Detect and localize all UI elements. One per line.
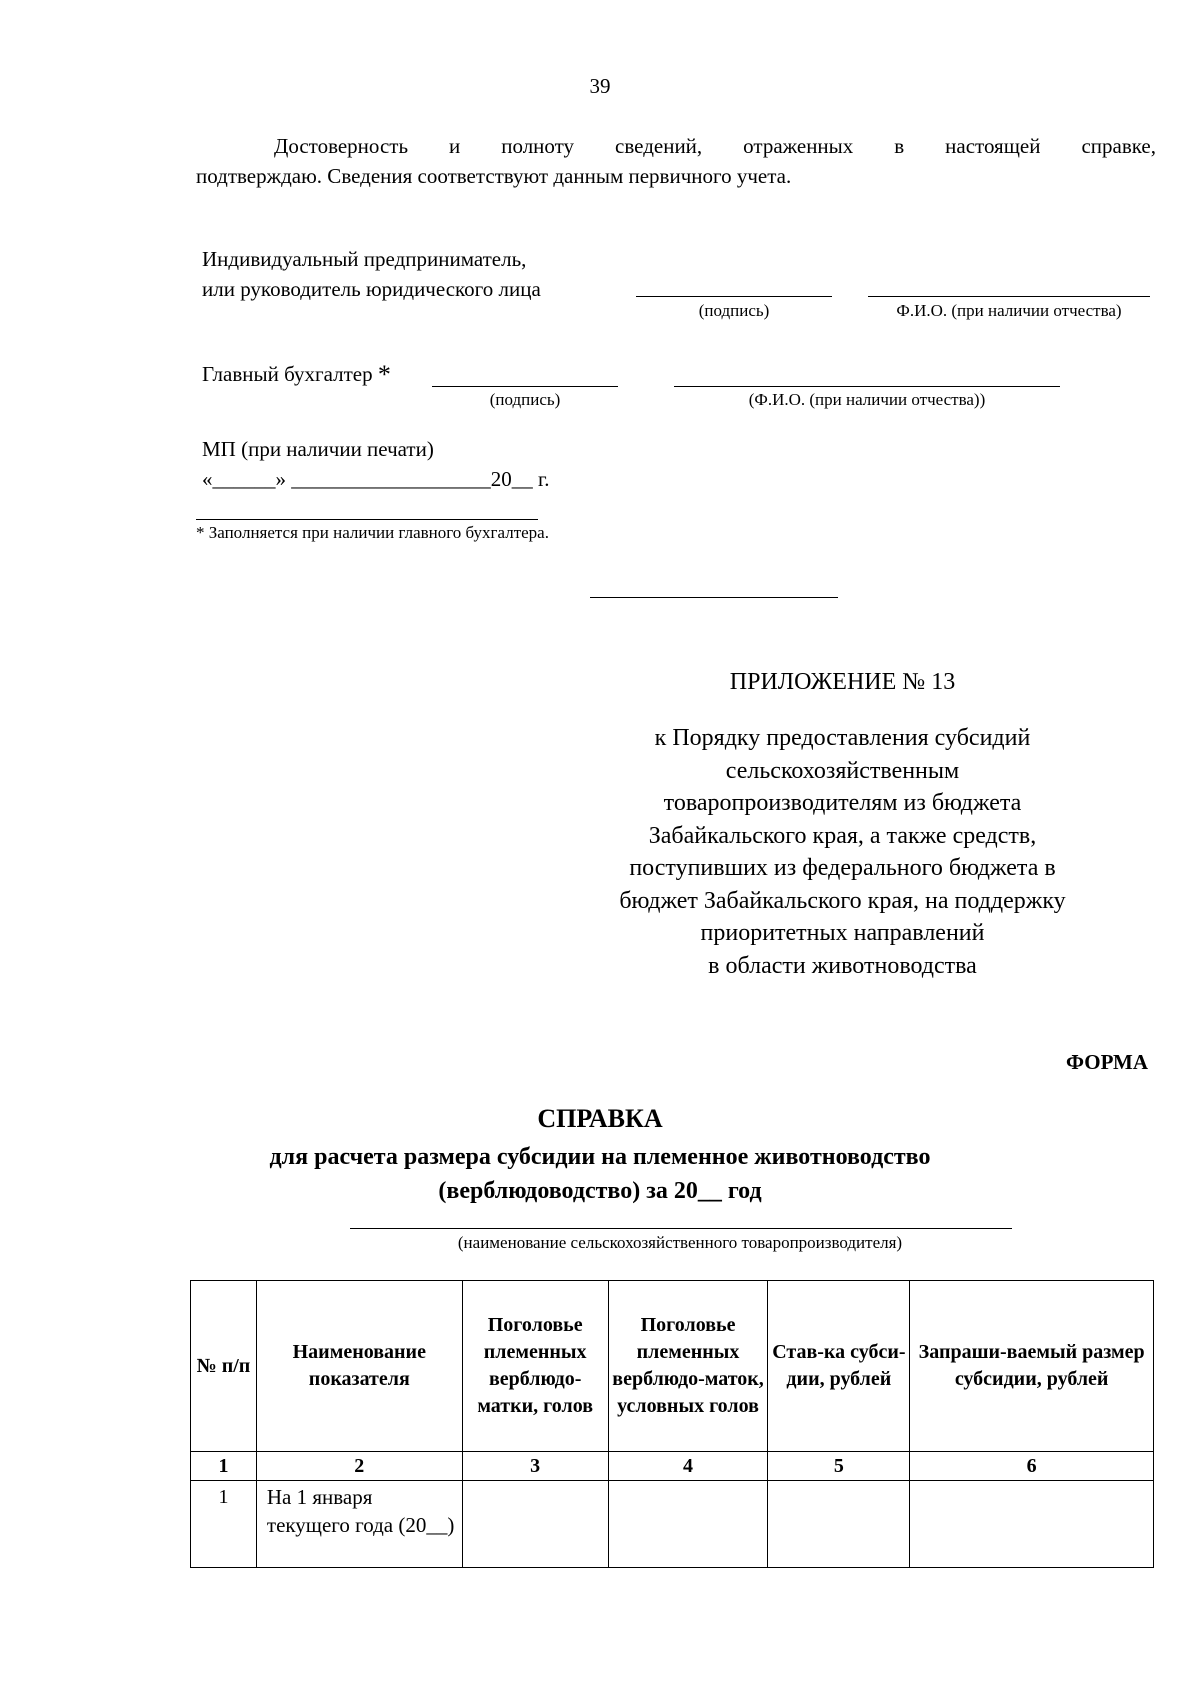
column-number: 3	[462, 1452, 608, 1481]
entrepreneur-label-line-2: или руководитель юридического лица	[202, 277, 541, 301]
appendix-line: товаропроизводителям из бюджета	[663, 790, 1022, 816]
header-subsidy-rate: Став-ка субси-дии, рублей	[768, 1281, 910, 1452]
appendix-line: к Порядку предоставления субсидий	[654, 725, 1031, 751]
row-conditional-heads-cell[interactable]	[608, 1481, 768, 1568]
header-requested-subsidy: Запраши-ваемый размер субсидии, рублей	[910, 1281, 1154, 1452]
entrepreneur-signature-caption: (подпись)	[698, 301, 770, 320]
page-number: 39	[589, 74, 611, 98]
column-number: 1	[191, 1452, 257, 1481]
entrepreneur-signature-line	[636, 296, 832, 297]
column-number: 4	[608, 1452, 768, 1481]
table-row	[191, 1481, 1154, 1568]
document-subtitle-line-2: (верблюдоводство) за 20__ год	[438, 1178, 762, 1204]
column-number: 6	[910, 1452, 1154, 1481]
column-number: 5	[768, 1452, 910, 1481]
header-indicator-name: Наименование показателя	[256, 1281, 462, 1452]
appendix-line: в области животноводства	[708, 952, 977, 979]
appendix-description	[560, 722, 1125, 982]
column-number: 2	[256, 1452, 462, 1481]
row-number: 1	[191, 1481, 257, 1568]
form-label: ФОРМА	[1065, 1050, 1148, 1074]
appendix-line: приоритетных направлений	[700, 920, 985, 946]
header-number: № п/п	[191, 1281, 257, 1452]
entrepreneur-name-caption: Ф.И.О. (при наличии отчества)	[896, 301, 1122, 320]
appendix-title: ПРИЛОЖЕНИЕ № 13	[729, 669, 956, 695]
entrepreneur-label-line-1: Индивидуальный предприниматель,	[202, 247, 527, 271]
row-requested-subsidy-cell[interactable]	[910, 1481, 1154, 1568]
footnote-star: *	[377, 360, 391, 389]
confirmation-paragraph	[196, 131, 1156, 191]
document-subtitle-line-1: для расчета размера субсидии на племенное животноводство	[269, 1144, 931, 1170]
appendix-line: бюджет Забайкальского края, на поддержку	[619, 887, 1066, 914]
chief-signature-caption: (подпись)	[489, 390, 561, 409]
entrepreneur-name-line	[868, 296, 1150, 297]
chief-accountant-title: Главный бухгалтер	[202, 362, 373, 386]
subsidy-table	[190, 1280, 1154, 1568]
row-head-count-cell[interactable]	[462, 1481, 608, 1568]
footnote-text: * Заполняется при наличии главного бухгалтера.	[196, 523, 549, 542]
appendix-line: Забайкальского края, а также средств,	[648, 822, 1037, 849]
chief-name-caption: (Ф.И.О. (при наличии отчества))	[748, 390, 986, 409]
appendix-line: поступивших из федерального бюджета в	[629, 855, 1056, 881]
document-subtitle	[0, 1140, 1200, 1208]
confirmation-line-2: подтверждаю. Сведения соответствуют данным первичного учета.	[196, 164, 792, 188]
document-title: СПРАВКА	[537, 1104, 663, 1133]
stamp-label: МП (при наличии печати)	[202, 437, 434, 461]
section-separator	[590, 597, 838, 598]
chief-accountant-label	[202, 358, 391, 388]
chief-signature-line	[432, 386, 618, 387]
entrepreneur-label	[202, 244, 541, 304]
header-conditional-heads: Поголовье племенных верблюдо-маток, условных голов	[608, 1281, 768, 1452]
column-number-row	[191, 1452, 1154, 1481]
header-head-count: Поголовье племенных верблюдо-матки, голов	[462, 1281, 608, 1452]
row-subsidy-rate-cell[interactable]	[768, 1481, 910, 1568]
footnote-separator	[196, 519, 538, 520]
producer-caption: (наименование сельскохозяйственного товаропроизводителя)	[457, 1233, 903, 1252]
confirmation-line-1: Достоверность и полноту сведений, отраженных в настоящей справке,	[274, 134, 1156, 158]
table-header-row	[191, 1281, 1154, 1452]
appendix-line: сельскохозяйственным	[725, 757, 960, 784]
date-line: «______» ___________________20__ г.	[202, 467, 550, 491]
row-indicator-name: На 1 января текущего года (20__)	[256, 1481, 462, 1568]
chief-name-line	[674, 386, 1060, 387]
producer-name-line	[350, 1228, 1012, 1229]
